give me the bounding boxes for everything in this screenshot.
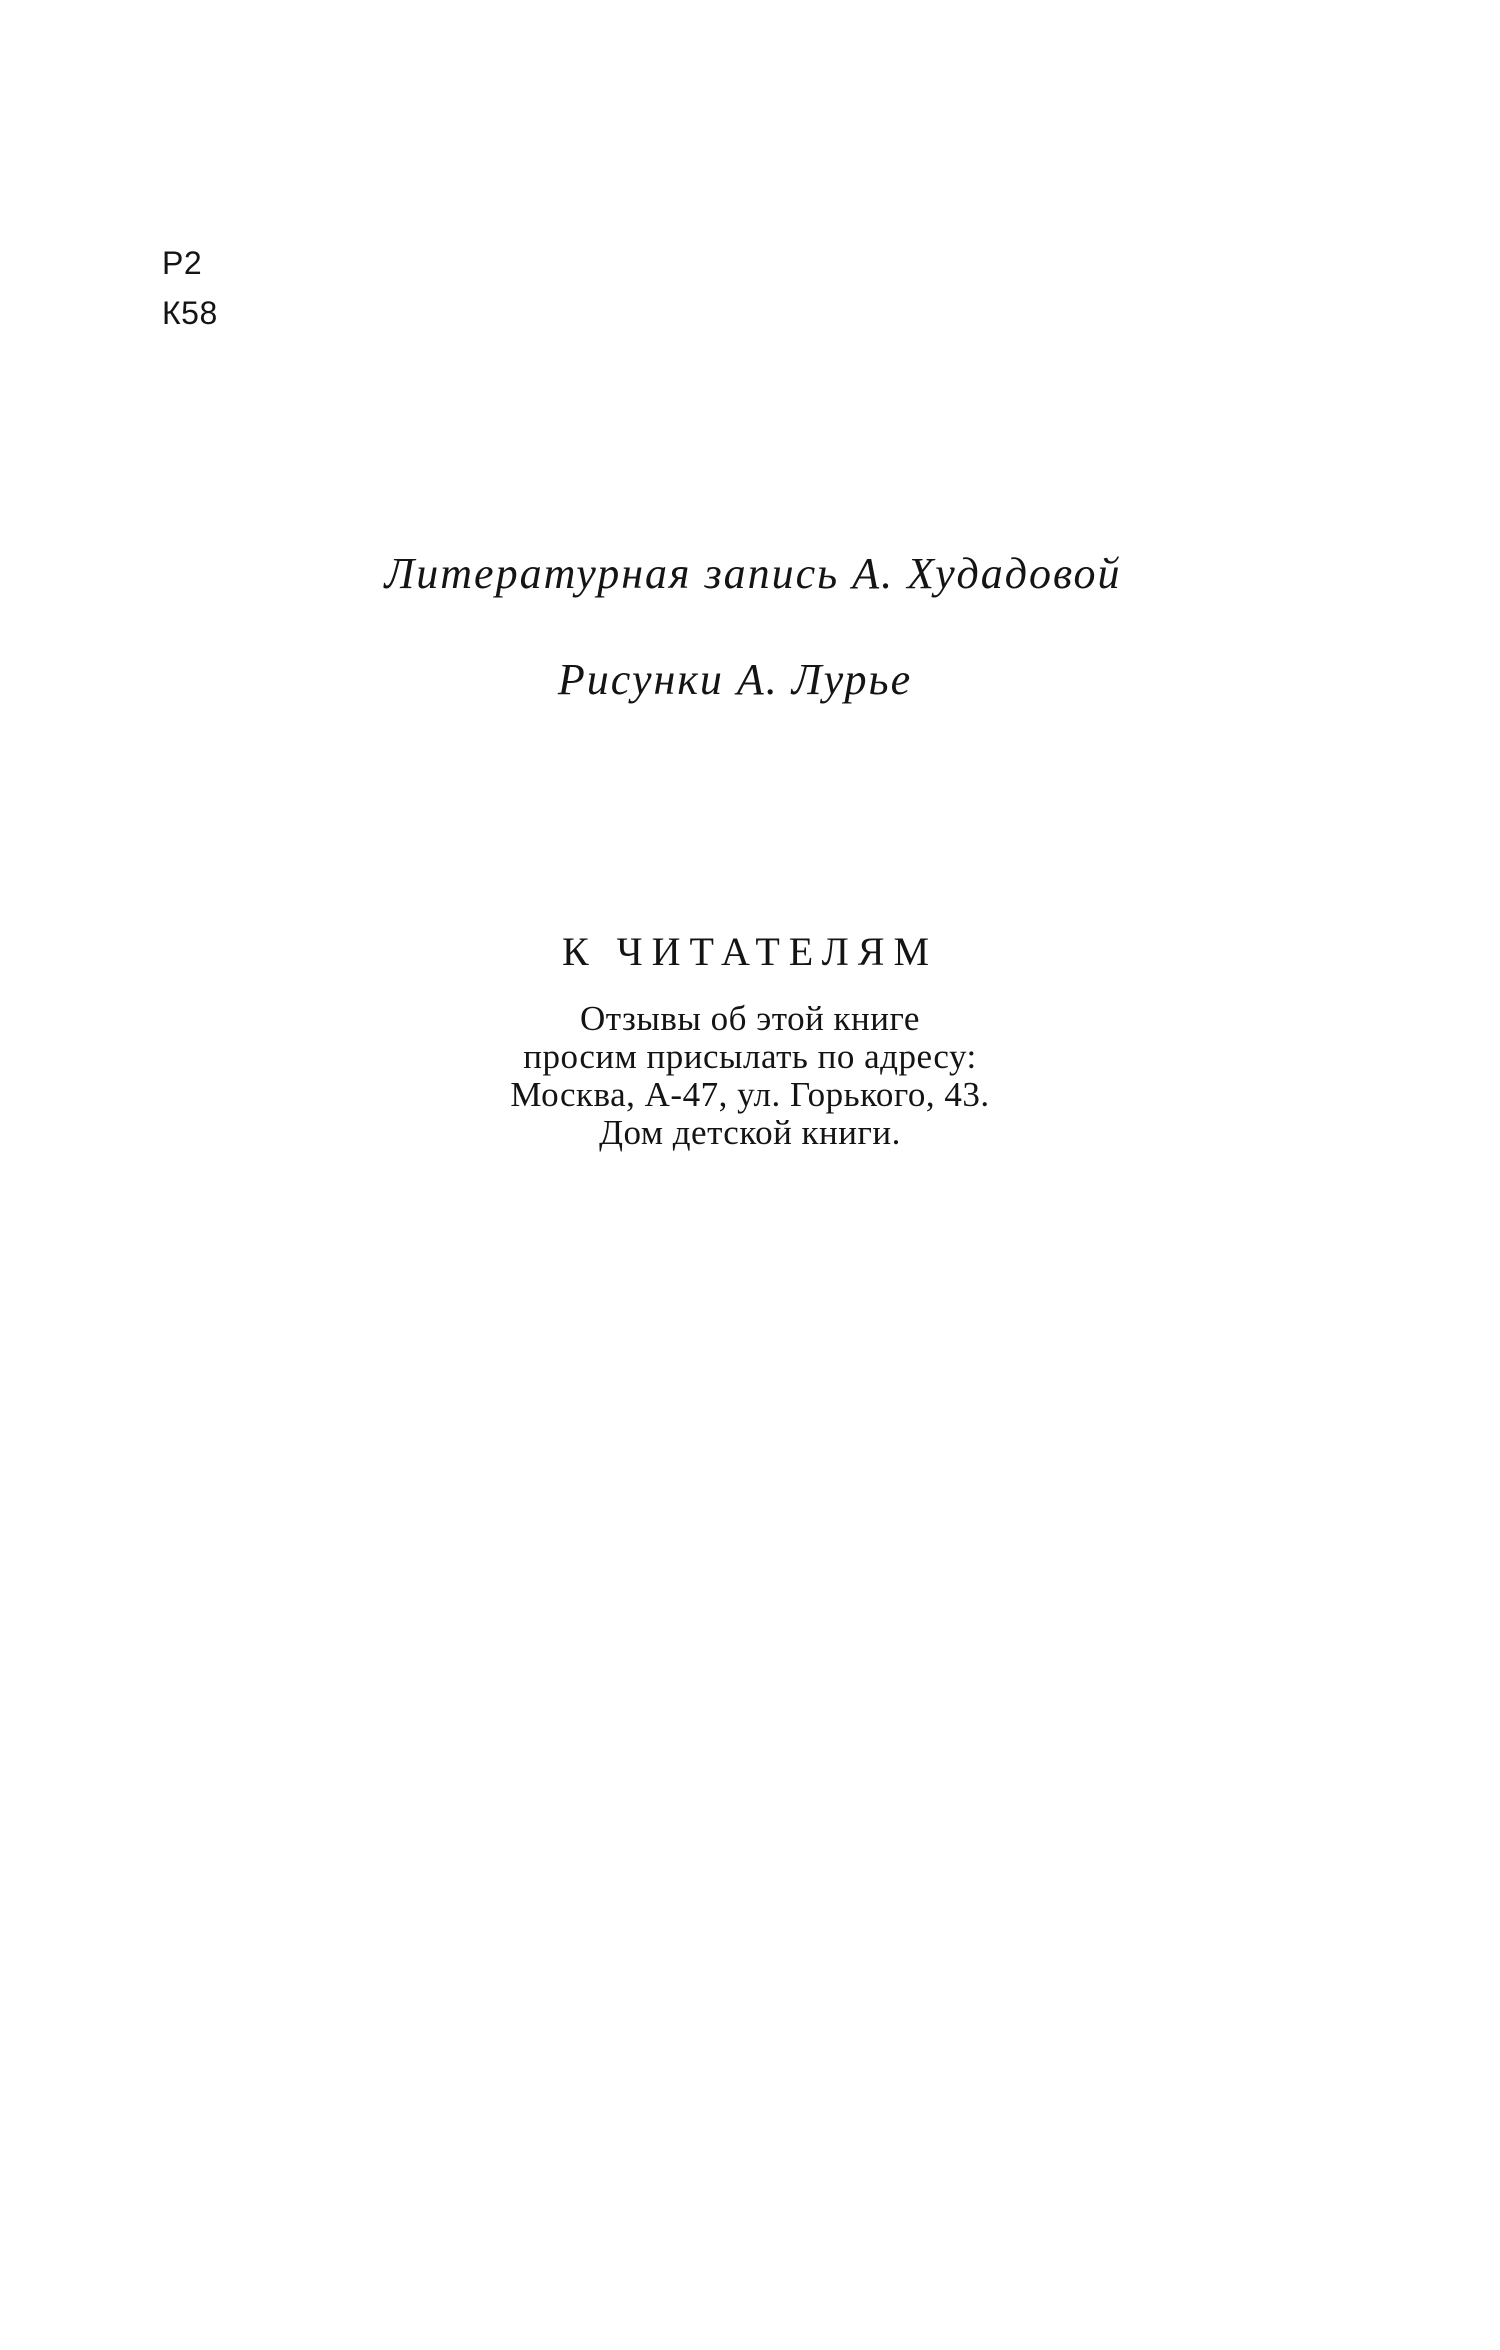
classification-code: Р2 [162, 245, 203, 281]
notice-line: Отзывы об этой книге [580, 999, 920, 1038]
to-readers-notice [0, 1000, 1500, 1152]
notice-line: Москва, А-47, ул. Горького, 43. [510, 1075, 990, 1114]
literary-record-credit: Литературная запись А. Худадовой [384, 549, 1122, 598]
notice-line: просим присылать по адресу: [523, 1037, 977, 1076]
library-classification [162, 238, 218, 338]
notice-line: Дом детской книги. [599, 1113, 901, 1152]
illustrations-credit: Рисунки А. Лурье [557, 655, 913, 704]
author-mark: К58 [162, 295, 218, 331]
to-readers-heading: К ЧИТАТЕЛЯМ [561, 929, 939, 974]
